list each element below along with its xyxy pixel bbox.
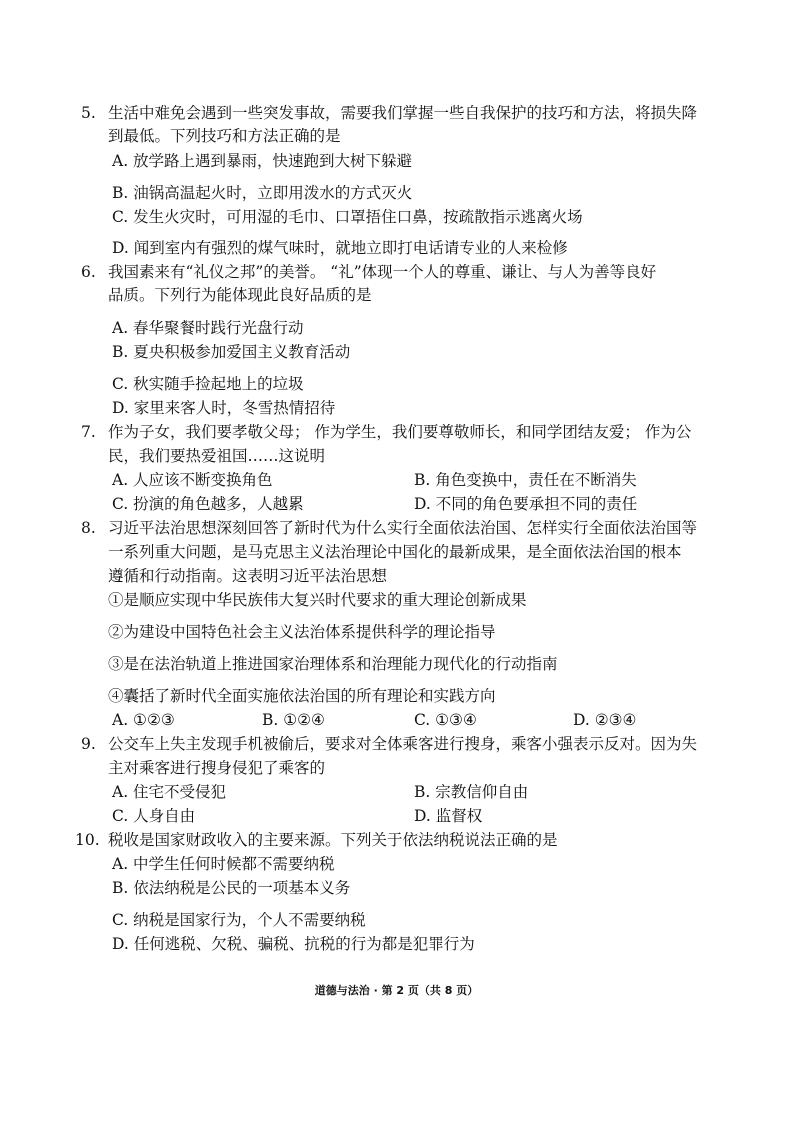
- option-c: C. 发生火灾时，可用湿的毛巾、口罩捂住口鼻，按疏散指示逃离火场: [112, 208, 583, 226]
- question-stem: 公交车上失主发现手机被偷后，要求对全体乘客进行搜身，乘客小强表示反对。因为失: [108, 735, 698, 753]
- option-d: D. 家里来客人时，冬雪热情招待: [112, 399, 336, 417]
- option-b: B. 油锅高温起火时，立即用泼水的方式灭火: [112, 184, 413, 202]
- option-d: D. ②③④: [573, 711, 637, 729]
- option-a: A. 放学路上遇到暴雨，快速跑到大树下躲避: [112, 152, 413, 170]
- statement-3: ③是在法治轨道上推进国家治理体系和治理能力现代化的行动指南: [108, 655, 558, 673]
- question-number: 5.: [81, 104, 96, 122]
- option-b: B. 依法纳税是公民的一项基本义务: [112, 879, 351, 897]
- option-b: B. 宗教信仰自由: [414, 783, 529, 801]
- option-c: C. 秋实随手捡起地上的垃圾: [112, 375, 304, 393]
- question-stem: 遵循和行动指南。这表明习近平法治思想: [108, 567, 388, 585]
- question-stem: 我国素来有“礼仪之邦”的美誉。 “礼”体现一个人的尊重、谦让、与人为善等良好: [108, 263, 657, 281]
- option-a: A. 人应该不断变换角色: [112, 471, 273, 489]
- question-stem: 品质。下列行为能体现此良好品质的是: [108, 286, 372, 304]
- option-b: B. ①②④: [262, 711, 325, 729]
- option-c: C. 纳税是国家行为，个人不需要纳税: [112, 911, 366, 929]
- question-stem: 到最低。下列技巧和方法正确的是: [108, 127, 341, 145]
- question-stem: 习近平法治思想深刻回答了新时代为什么实行全面依法治国、怎样实行全面依法治国等: [108, 519, 698, 537]
- option-b: B. 角色变换中，责任在不断消失: [414, 471, 637, 489]
- question-number: 8.: [81, 519, 96, 537]
- question-stem: 一系列重大问题，是马克思主义法治理论中国化的最新成果，是全面依法治国的根本: [108, 543, 682, 561]
- option-a: A. 春华聚餐时践行光盘行动: [112, 319, 304, 337]
- option-d: D. 任何逃税、欠税、骗税、抗税的行为都是犯罪行为: [112, 935, 475, 953]
- question-number: 10.: [75, 831, 100, 849]
- question-number: 9.: [81, 735, 96, 753]
- option-a: A. 住宅不受侵犯: [112, 783, 227, 801]
- question-stem: 税收是国家财政收入的主要来源。下列关于依法纳税说法正确的是: [108, 831, 558, 849]
- question-stem: 民，我们要热爱祖国……这说明: [108, 447, 326, 465]
- page-footer: 道德与法治 · 第 2 页（共 8 页）: [314, 984, 479, 997]
- statement-4: ④囊括了新时代全面实施依法治国的所有理论和实践方向: [108, 687, 496, 705]
- option-d: D. 闻到室内有强烈的煤气味时，就地立即打电话请专业的人来检修: [112, 239, 568, 257]
- statement-2: ②为建设中国特色社会主义法治体系提供科学的理论指导: [108, 623, 496, 641]
- option-c: C. 扮演的角色越多，人越累: [112, 495, 304, 513]
- option-d: D. 监督权: [414, 807, 483, 825]
- option-b: B. 夏央积极参加爱国主义教育活动: [112, 343, 351, 361]
- statement-1: ①是顺应实现中华民族伟大复兴时代要求的重大理论创新成果: [108, 591, 527, 609]
- option-a: A. ①②③: [112, 711, 175, 729]
- question-stem: 主对乘客进行搜身侵犯了乘客的: [108, 759, 326, 777]
- option-a: A. 中学生任何时候都不需要纳税: [112, 855, 335, 873]
- option-d: D. 不同的角色要承担不同的责任: [414, 495, 638, 513]
- question-number: 7.: [81, 423, 96, 441]
- question-stem: 作为子女，我们要孝敬父母； 作为学生，我们要尊敬师长，和同学团结友爱； 作为公: [108, 423, 692, 441]
- option-c: C. 人身自由: [112, 807, 196, 825]
- question-stem: 生活中难免会遇到一些突发事故，需要我们掌握一些自我保护的技巧和方法，将损失降: [108, 104, 698, 122]
- option-c: C. ①③④: [414, 711, 477, 729]
- question-number: 6.: [81, 263, 96, 281]
